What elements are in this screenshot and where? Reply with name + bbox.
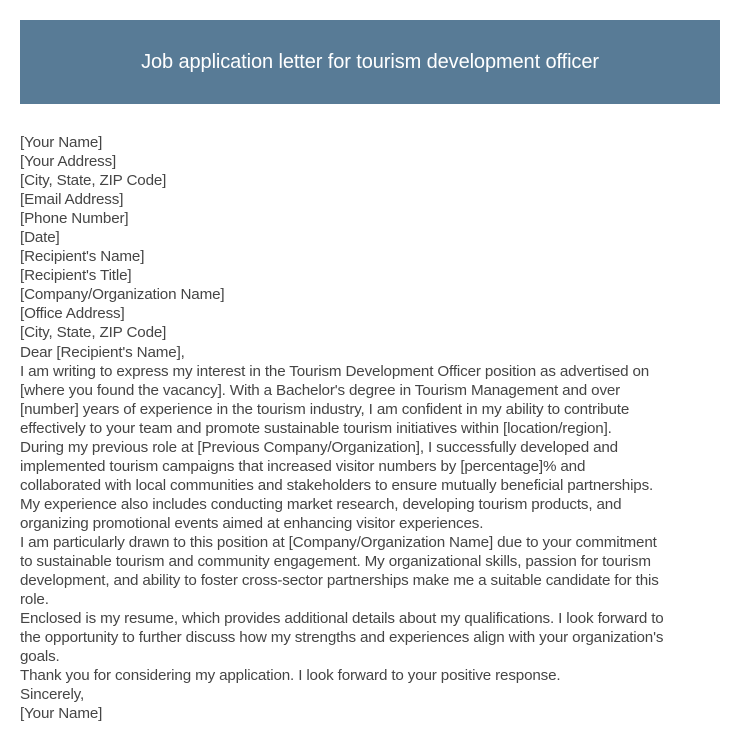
sender-email: [Email Address]: [20, 191, 124, 209]
paragraph-line: effectively to your team and promote sustainable tourism initiatives within [location/region].: [20, 419, 612, 437]
paragraph-line: role.: [20, 591, 49, 609]
paragraph-line: During my previous role at [Previous Company/Organization], I successfully developed and: [20, 438, 618, 456]
paragraph-experience: [20, 438, 725, 533]
paragraph-line: I am particularly drawn to this position at [Company/Organization Name] due to your commitment: [20, 533, 657, 551]
letter-date: [Date]: [20, 229, 60, 247]
paragraph-line: the opportunity to further discuss how my strengths and experiences align with your organization's: [20, 629, 664, 647]
recipient-name: [Recipient's Name]: [20, 248, 145, 266]
letter-body: [20, 133, 725, 723]
paragraph-motivation: [20, 533, 725, 609]
signature-name: [Your Name]: [20, 705, 103, 723]
paragraph-line: [number] years of experience in the tourism industry, I am confident in my ability to contribute: [20, 400, 630, 418]
paragraph-line: Enclosed is my resume, which provides additional details about my qualifications. I look forward to: [20, 610, 664, 628]
sender-phone: [Phone Number]: [20, 210, 129, 228]
paragraph-line: collaborated with local communities and stakeholders to ensure mutually beneficial partnerships.: [20, 476, 654, 494]
sender-address: [Your Address]: [20, 153, 117, 171]
paragraph-line: implemented tourism campaigns that increased visitor numbers by [percentage]% and: [20, 457, 586, 475]
paragraph-line: organizing promotional events aimed at enhancing visitor experiences.: [20, 514, 484, 532]
page-header: [20, 20, 720, 104]
recipient-organization: [Company/Organization Name]: [20, 286, 225, 304]
recipient-city-state-zip: [City, State, ZIP Code]: [20, 324, 167, 342]
sender-name: [Your Name]: [20, 134, 103, 151]
paragraph-line: goals.: [20, 648, 60, 666]
paragraph-line: to sustainable tourism and community engagement. My organizational skills, passion for tourism: [20, 553, 651, 571]
paragraph-line: My experience also includes conducting market research, developing tourism products, and: [20, 495, 622, 513]
paragraph-line: I am writing to express my interest in the Tourism Development Officer position as advertised on: [20, 362, 650, 380]
page-title: Job application letter for tourism development officer: [141, 50, 599, 73]
closing-thanks: Thank you for considering my application. I look forward to your positive response.: [20, 667, 561, 685]
sender-city-state-zip: [City, State, ZIP Code]: [20, 172, 167, 190]
salutation: Dear [Recipient's Name],: [20, 343, 185, 361]
recipient-title: [Recipient's Title]: [20, 267, 132, 285]
paragraph-line: development, and ability to foster cross-sector partnerships make me a suitable candidate for this: [20, 572, 659, 590]
recipient-office-address: [Office Address]: [20, 305, 125, 323]
sign-off: Sincerely,: [20, 686, 85, 704]
paragraph-intro: [20, 362, 725, 438]
paragraph-enclosure: [20, 609, 725, 666]
paragraph-line: [where you found the vacancy]. With a Bachelor's degree in Tourism Management and over: [20, 381, 621, 399]
